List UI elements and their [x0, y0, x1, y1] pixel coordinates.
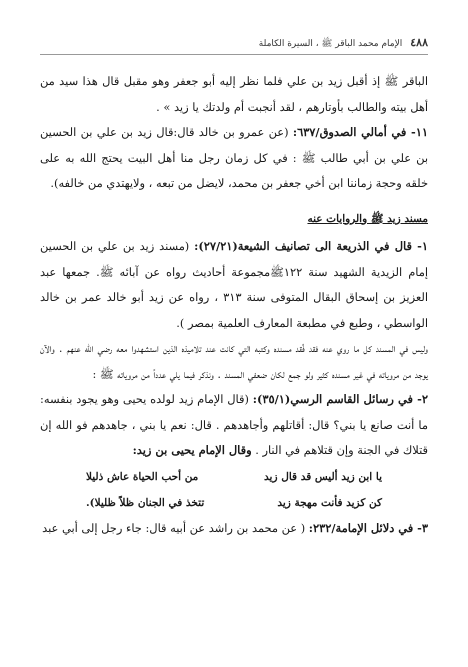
paragraph-dharia — [40, 234, 428, 336]
narration-text: (مسند زيد بن علي بن الحسين إمام الزيدية الشهيد سنة ١٢٢ﷺمجموعة أحاديث رواه عن آبائه ﷺ. جمعها عبد العزيز بن إسحاق البقال المتوفى سنة ٣١٣ ، رواه عن زيد أبو خالد عمر بن خالد الواسطي ، وطبع في مطبعة المعارف العلمية بمصر ). — [40, 239, 428, 330]
source-citation: ٣- في دلائل الإمامة/٢٣٢: — [308, 520, 428, 535]
verse-hemistich-right: كن كزيد فأنت مهجة زيد — [277, 496, 382, 509]
source-citation: ١- قال في الذريعة الى تصانيف الشيعة(٢٧/٢١): — [194, 239, 429, 253]
source-citation: ٢- في رسائل القاسم الرسي(٣٥/١): — [252, 392, 428, 406]
narration-text: (عن عمرو بن خالد قال:قال زيد بن علي بن الحسين بن علي بن أبي طالب ﷺ : في كل زمان رجل منا أهل البيت يحتج الله به على خلقه وحجة زماننا ابن أخي جعفر بن محمد، لايضل من تبعه ، ولايهتدي من خالفه). — [40, 125, 428, 190]
verse-hemistich-left: من أحب الحياة عاش ذليلا — [86, 470, 199, 483]
paragraph-musnad-note: وليس في المسند كل ما روي عنه فقد فُقد مسنده وكتبه التي كانت عند تلاميذه الذين استشهدوا معه رضي الله عنهم . والآن يوجد من مروياته في غير مسنده كثير ولو جمع لكان ضعفي المسند . ونذكر فيما يلي عدداً من مروياته ﷺ : — [40, 341, 428, 381]
poem-intro: وقال الإمام يحيى بن زيد: — [132, 443, 252, 457]
page-number: ٤٨٨ — [410, 36, 428, 49]
poem-verse-2 — [40, 490, 428, 516]
running-title: الإمام محمد الباقر ﷺ ، السيرة الكاملة — [258, 39, 403, 49]
verse-hemistich-left: تتخذ في الجنان ظلاً ظليلا). — [86, 496, 205, 509]
running-header — [40, 36, 428, 55]
verse-hemistich-right: يا ابن زيد أليس قد قال زيد — [264, 470, 382, 483]
narration-text: (قال الإمام زيد لولده يحيى وهو يجود بنفسه: ما أنت صانع يا بني؟ قال: أقاتلهم وأجاهدهم . قال: نعم يا بني ، جاهدهم فو الله إن قتلاك في الجنة وإن قتلاهم في النار . — [40, 392, 428, 457]
paragraph-qasim-rassi — [40, 387, 428, 464]
paragraph-continuation: الباقر ﷺ إذ أقبل زيد بن علي فلما نظر إليه أبو جعفر وهو مقبل قال هذا سيد من أهل بيته والطالب بأوتارهم ، لقد أنجبت أم ولدتك يا زيد » . — [40, 74, 428, 114]
section-title: مسند زيد ﷺ والروايات عنه — [307, 212, 428, 225]
page-body — [40, 69, 428, 541]
source-citation: ١١- في أمالي الصدوق/٦٣٧: — [292, 125, 428, 139]
narration-text: ( عن محمد بن راشد عن أبيه قال: جاء رجل إلى أبي عبد — [42, 520, 306, 535]
paragraph-amali-saduq — [40, 120, 428, 197]
paragraph-dalail-imama — [40, 516, 428, 542]
poem-verse-1 — [40, 464, 428, 490]
